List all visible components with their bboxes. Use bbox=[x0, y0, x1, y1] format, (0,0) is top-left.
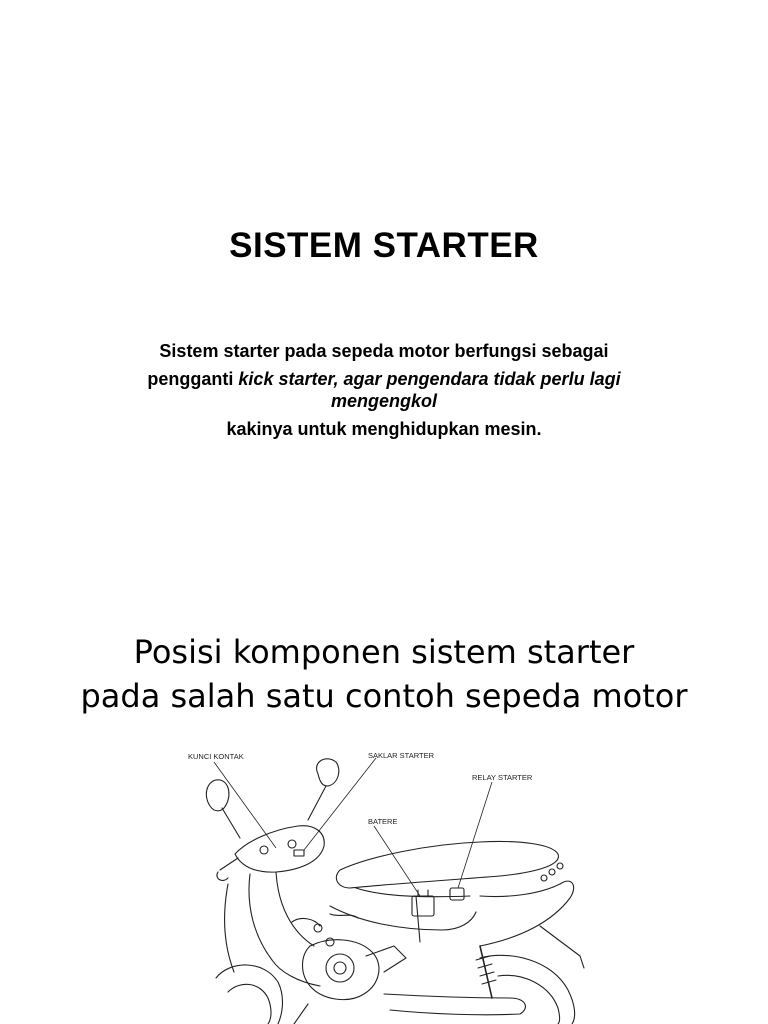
body-paragraph-1: Sistem starter pada sepeda motor berfungsi sebagai bbox=[159, 341, 609, 361]
body-text-plain: pengganti bbox=[147, 369, 239, 389]
label-relay-starter: RELAY STARTER bbox=[472, 773, 533, 782]
body-paragraph-2 bbox=[130, 368, 638, 412]
leader-relay-starter bbox=[458, 782, 492, 888]
front-body bbox=[249, 874, 320, 986]
leader-kunci-kontak bbox=[214, 762, 276, 848]
slide-body bbox=[130, 340, 638, 446]
rear-wheel bbox=[480, 955, 575, 1024]
title-line-1: Posisi komponen sistem starter bbox=[133, 633, 635, 671]
body-text-italic: kick starter, agar pengendara tidak perlu lagi mengengkol bbox=[238, 369, 621, 411]
right-mirror bbox=[317, 759, 339, 786]
label-kunci-kontak: KUNCI KONTAK bbox=[188, 752, 244, 761]
motorcycle-diagram bbox=[180, 746, 600, 1024]
battery-icon bbox=[412, 896, 434, 916]
rear-shock bbox=[480, 946, 492, 998]
leader-saklar-starter bbox=[304, 758, 376, 850]
title-line-2: pada salah satu contoh sepeda motor bbox=[80, 677, 688, 715]
slide-title: SISTEM STARTER bbox=[229, 226, 539, 265]
relay-icon bbox=[450, 888, 464, 900]
seat bbox=[336, 842, 558, 889]
body-paragraph-3: kakinya untuk menghidupkan mesin. bbox=[226, 419, 542, 439]
label-batere: BATERE bbox=[368, 817, 398, 826]
left-mirror bbox=[206, 780, 229, 811]
motorcycle-line-drawing bbox=[180, 746, 600, 1024]
rear-body bbox=[480, 881, 574, 946]
handlebar bbox=[235, 826, 324, 872]
engine bbox=[303, 940, 379, 1000]
label-saklar-starter: SAKLAR STARTER bbox=[368, 751, 434, 760]
muffler bbox=[384, 994, 525, 1015]
slide-title-2 bbox=[0, 630, 768, 718]
front-wheel bbox=[216, 965, 283, 1024]
slide-component-position bbox=[0, 576, 768, 1024]
